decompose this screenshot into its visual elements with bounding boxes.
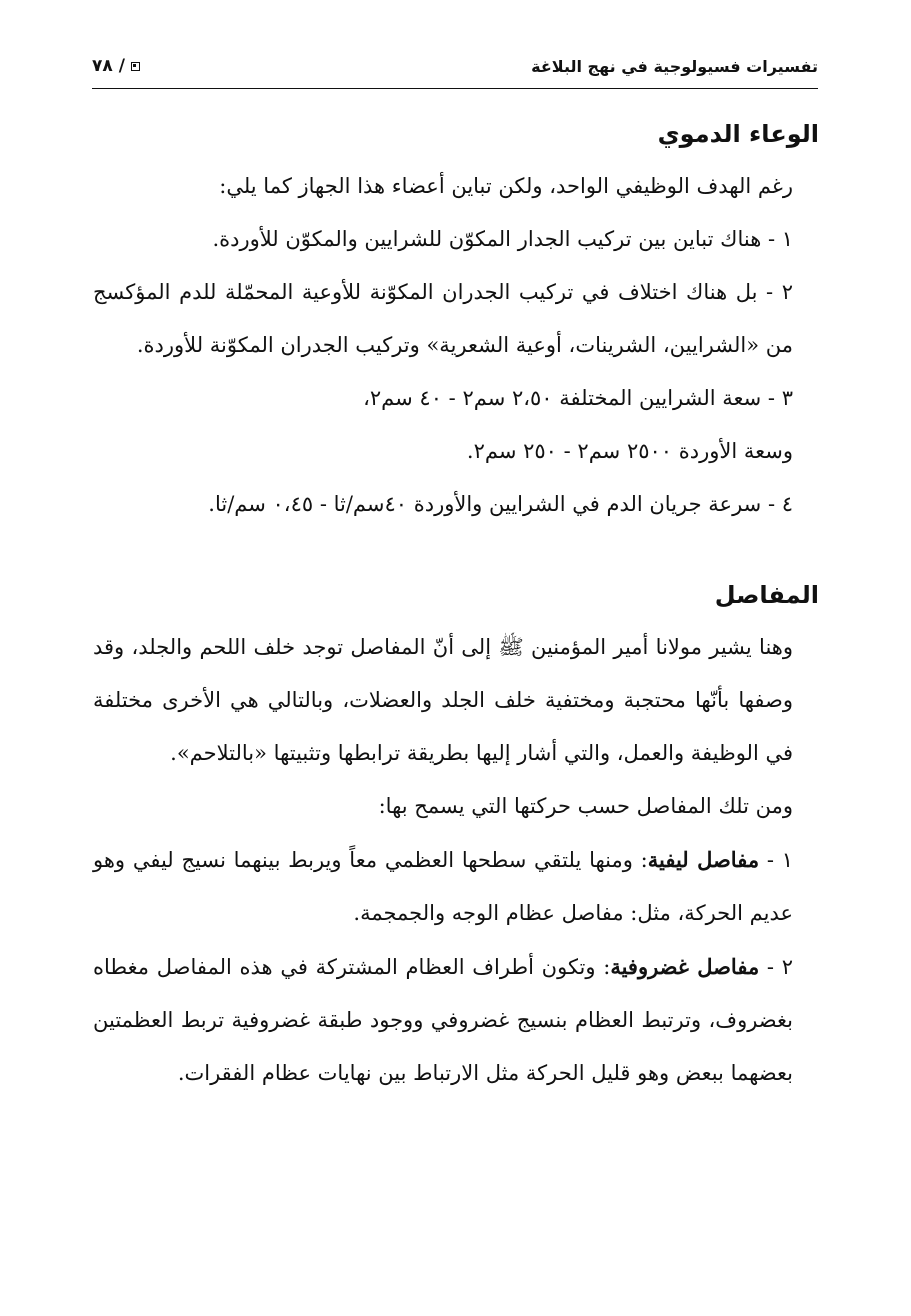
list-item: ٢ - بل هناك اختلاف في تركيب الجدران المكوّنة للأوعية المحمّلة للدم المؤكسج من «الشرايين، الشرينات، أوعية الشعرية» وتركيب الجدران المكوّنة للأوردة. xyxy=(93,280,793,357)
list-item: وسعة الأوردة ٢٥٠٠ سم٢ - ٢٥٠ سم٢. xyxy=(466,439,793,463)
square-ornament-icon xyxy=(131,62,140,71)
running-title: تفسيرات فسيولوجية في نهج البلاغة xyxy=(531,56,818,76)
joints-paragraph: وهنا يشير مولانا أمير المؤمنين ﷺ إلى أنّ المفاصل توجد خلف اللحم والجلد، وقد وصفها بأنّها محتجبة ومختفية خلف الجلد والعضلات، وبالتالي هي الأخرى مختلفة في الوظيفة والعمل، والتي أشار إليها بطريقة ترابطها وتثبيتها «بالتلاحم». xyxy=(93,635,793,765)
section-heading-joints: المفاصل xyxy=(714,581,819,609)
item-number: ٢ - xyxy=(759,955,793,979)
list-item: ١ - هناك تباين بين تركيب الجدار المكوّن للشرايين والمكوّن للأوردة. xyxy=(212,227,793,251)
term-fibrous-joints: مفاصل ليفية xyxy=(647,847,760,872)
page-header xyxy=(92,44,818,89)
item-number: ١ - xyxy=(759,848,793,872)
list-item xyxy=(93,940,819,1100)
item-text: : ومنها يلتقي سطحها العظمي معاً ويربط بينهما نسيج ليفي وهو عديم الحركة، مثل: مفاصل عظام الوجه والجمجمة. xyxy=(93,848,793,925)
page-separator: / xyxy=(118,56,125,76)
section1-intro: رغم الهدف الوظيفي الواحد، ولكن تباين أعضاء هذا الجهاز كما يلي: xyxy=(219,174,793,198)
list-item: ٤ - سرعة جريان الدم في الشرايين والأوردة ٤٠سم/ثا - ٠،٤٥ سم/ثا. xyxy=(208,492,793,516)
page-number-group xyxy=(92,56,140,76)
joints-intro: ومن تلك المفاصل حسب حركتها التي يسمح بها: xyxy=(378,794,793,818)
page-body xyxy=(93,108,819,1100)
term-cartilaginous-joints: مفاصل غضروفية xyxy=(610,954,760,979)
page-number: ٧٨ xyxy=(92,56,113,76)
list-item xyxy=(93,833,819,940)
item-text: : وتكون أطراف العظام المشتركة في هذه المفاصل مغطاه بغضروف، وترتبط العظام بنسيج غضروفي ووجود طبقة غضروفية تربط العظمتين بعضهما ببعض وهو قليل الحركة مثل الارتباط بين نهايات عظام الفقرات. xyxy=(93,955,793,1085)
section-spacer xyxy=(93,531,819,569)
section-heading-blood-vessel: الوعاء الدموي xyxy=(657,120,819,148)
list-item: ٣ - سعة الشرايين المختلفة ٢،٥٠ سم٢ - ٤٠ سم٢، xyxy=(363,386,793,410)
